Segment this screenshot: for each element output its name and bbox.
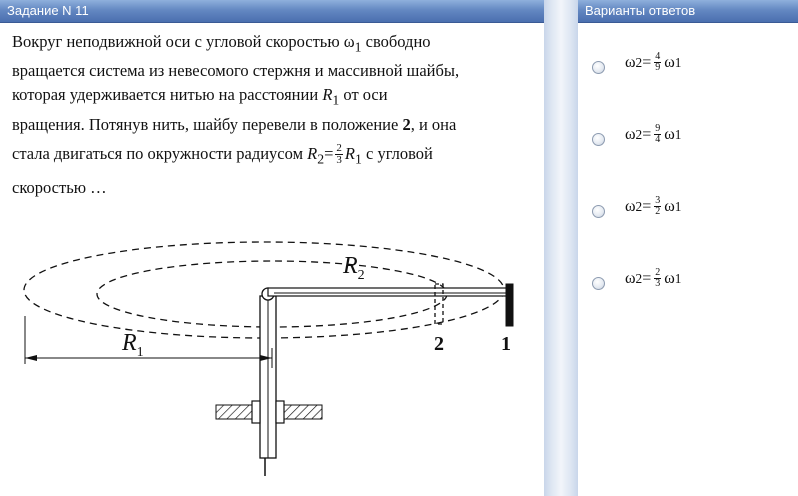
- equals-sign: =: [642, 53, 652, 71]
- support-right: [280, 405, 322, 419]
- text-part: с угловой: [361, 143, 433, 163]
- subscript: 1: [332, 92, 340, 108]
- subscript: 1: [674, 270, 682, 286]
- fraction-denominator: 3: [336, 154, 342, 167]
- subscript: 1: [354, 39, 362, 55]
- variable-r: R: [344, 143, 356, 163]
- text-part: стала двигаться по окружности радиусом: [12, 143, 308, 163]
- fraction: [654, 52, 661, 73]
- label-position-2: 2: [434, 333, 444, 355]
- puck-position-1: [506, 284, 513, 326]
- text-part: свободно: [361, 32, 431, 51]
- question-line-3: [12, 83, 536, 112]
- bold-number: 2: [402, 114, 411, 134]
- label-position-1: 1: [501, 333, 511, 355]
- variable-r: R: [307, 143, 318, 163]
- subscript: 1: [355, 150, 362, 166]
- r2-letter: R: [343, 253, 358, 279]
- fraction: [654, 196, 661, 217]
- subscript: 2: [635, 126, 643, 142]
- fraction-numerator: 2: [336, 142, 342, 155]
- answer-option-3[interactable]: [592, 196, 681, 268]
- subscript: 2: [635, 198, 643, 214]
- question-line-6: скоростью …: [12, 177, 107, 197]
- subscript: 1: [674, 198, 682, 214]
- answer-formula: [625, 196, 681, 217]
- question-line-2: вращается система из невесомого стержня и массивной шайбы,: [12, 61, 460, 81]
- radio-button[interactable]: [592, 205, 605, 218]
- answer-option-4[interactable]: [592, 268, 681, 340]
- answer-formula: [625, 268, 681, 289]
- omega-symbol: ω: [664, 125, 675, 143]
- text-part: Вокруг неподвижной оси с угловой скоростью ω: [12, 32, 355, 51]
- fraction-denominator: 4: [655, 134, 661, 145]
- bearing-right: [276, 401, 284, 423]
- rod: [268, 288, 508, 296]
- radio-button[interactable]: [592, 133, 605, 146]
- r2-subscript: 2: [357, 268, 365, 283]
- answer-formula: [625, 124, 681, 145]
- fraction: [654, 124, 661, 145]
- r1-arrow-left: [25, 355, 37, 361]
- bearing-left: [252, 401, 260, 423]
- omega-symbol: ω: [625, 269, 636, 287]
- fraction-numerator: 2: [655, 267, 661, 278]
- fraction-numerator: 4: [655, 51, 661, 62]
- question-line-1: [12, 30, 536, 59]
- answer-option-1[interactable]: [592, 52, 681, 124]
- text-part: вращения. Потянув нить, шайбу перевели в положение: [12, 114, 403, 134]
- subscript: 2: [635, 54, 643, 70]
- question-text: [12, 30, 536, 200]
- question-line-4: [12, 113, 536, 137]
- omega-symbol: ω: [664, 53, 675, 71]
- answers-header: Варианты ответов: [578, 0, 798, 23]
- omega-symbol: ω: [625, 53, 636, 71]
- subscript: 1: [674, 126, 682, 142]
- radio-button[interactable]: [592, 61, 605, 74]
- fraction-denominator: 9: [655, 62, 661, 73]
- subscript: 1: [674, 54, 682, 70]
- omega-symbol: ω: [625, 197, 636, 215]
- omega-symbol: ω: [664, 269, 675, 287]
- fraction-denominator: 3: [655, 278, 661, 289]
- answer-formula: [625, 52, 681, 73]
- radio-button[interactable]: [592, 277, 605, 290]
- answer-list: [592, 52, 681, 340]
- physics-figure: [10, 228, 535, 490]
- equals-sign: =: [324, 143, 334, 163]
- text-part: которая удерживается нитью на расстоянии: [12, 85, 323, 105]
- text-part: от оси: [339, 85, 388, 105]
- label-r2: [342, 253, 365, 283]
- equals-sign: =: [642, 125, 652, 143]
- fraction: [654, 268, 661, 289]
- omega-symbol: ω: [664, 197, 675, 215]
- omega-symbol: ω: [625, 125, 636, 143]
- panel-divider: [544, 0, 578, 496]
- equals-sign: =: [642, 269, 652, 287]
- question-line-5: [12, 137, 536, 176]
- subscript: 2: [635, 270, 643, 286]
- r1-subscript: 1: [136, 345, 144, 360]
- fraction: [335, 143, 343, 166]
- answers-panel: [578, 0, 798, 496]
- fraction-numerator: 9: [655, 123, 661, 134]
- task-header: Задание N 11: [0, 0, 544, 23]
- text-part: , и она: [410, 114, 457, 134]
- r1-letter: R: [122, 330, 137, 356]
- fraction-denominator: 2: [655, 206, 661, 217]
- label-r1: [121, 330, 144, 360]
- fraction-numerator: 3: [655, 195, 661, 206]
- variable-r: R: [322, 85, 333, 105]
- equals-sign: =: [642, 197, 652, 215]
- answer-option-2[interactable]: [592, 124, 681, 196]
- subscript: 2: [317, 150, 325, 166]
